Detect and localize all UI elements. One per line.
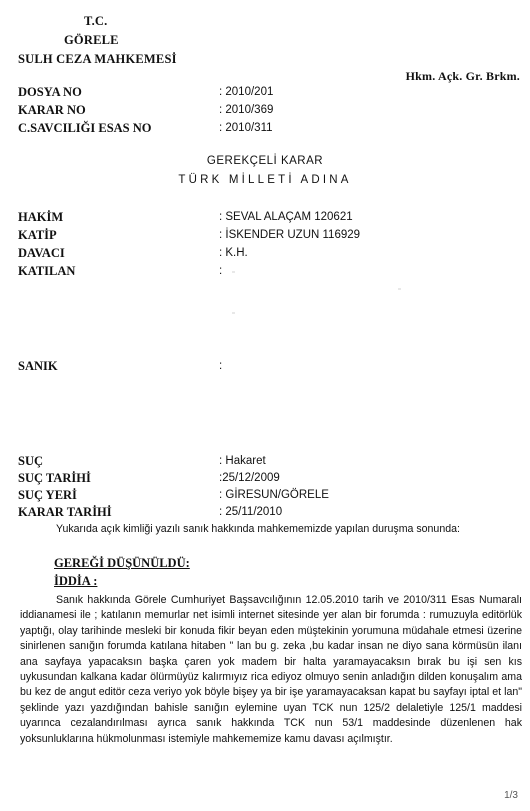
crime-label: SUÇ YERİ: [18, 488, 77, 502]
case-label: C.SAVCILIĞI ESAS NO: [18, 121, 152, 135]
section-heading-claim: İDDİA :: [54, 574, 98, 588]
redaction-mark: [232, 312, 235, 314]
case-label: DOSYA NO: [18, 85, 82, 99]
case-label: KARAR NO: [18, 103, 86, 117]
party-label: DAVACI: [18, 246, 65, 260]
crime-value: : 25/11/2010: [219, 506, 283, 518]
party-value: : SEVAL ALAÇAM 120621: [219, 211, 353, 223]
party-label: KATILAN: [18, 264, 76, 278]
party-label: KATİP: [18, 228, 57, 242]
section-heading-decision: GEREĞİ DÜŞÜNÜLDÜ:: [54, 556, 190, 570]
crime-value: : Hakaret: [219, 455, 266, 467]
intro-paragraph: Yukarıda açık kimliği yazılı sanık hakkında mahkememizde yapılan duruşma sonunda:: [56, 523, 460, 535]
case-value: : 2010/369: [219, 104, 274, 116]
crime-label: KARAR TARİHİ: [18, 505, 112, 519]
crime-value: : GİRESUN/GÖRELE: [219, 489, 329, 501]
party-label: HAKİM: [18, 210, 64, 224]
page-number: 1/3: [504, 790, 518, 801]
header-tc: T.C.: [84, 14, 108, 28]
redaction-mark: [398, 288, 401, 290]
accused-label: SANIK: [18, 359, 58, 373]
redaction-mark: [232, 271, 235, 273]
header-court: SULH CEZA MAHKEMESİ: [18, 52, 177, 66]
header-city: GÖRELE: [64, 33, 119, 47]
case-value: : 2010/201: [219, 86, 274, 98]
party-value: :: [219, 265, 223, 277]
crime-label: SUÇ TARİHİ: [18, 471, 91, 485]
title-line2: TÜRK MİLLETİ ADINA: [178, 174, 352, 186]
party-value: : K.H.: [219, 247, 248, 259]
title-line1: GEREKÇELİ KARAR: [206, 155, 324, 167]
party-value: : İSKENDER UZUN 116929: [219, 229, 361, 241]
crime-value: :25/12/2009: [219, 472, 280, 484]
crime-label: SUÇ: [18, 454, 44, 468]
header-code: Hkm. Açk. Gr. Brkm.: [405, 69, 520, 83]
accused-value: :: [219, 360, 223, 372]
case-value: : 2010/311: [219, 122, 273, 134]
claim-paragraph: Sanık hakkında Görele Cumhuriyet Başsavcılığının 12.05.2010 tarih ve 2010/311 Esas Numaralı iddianamesi ile ; katılanın memurlar net isimli internet sitesinde yer alan bir forumda : rumuzuyla editörlük yaptığı, olay tarihinde mesleki bir konuda fikir beyan eden müştekinin yorumuna müdahale etmesi üzerine sinirlenen sanığın forumda katılana hitaben " lan bu g. zeka ,bu kadar insan ne diyo sana körmüsün ilanı ana sayfaya yapacaksın başka çaren yok madem bir halta yaramayacaksın bırak bu işi sen kıs uykusundan kalkana kadar ölürmüyüz kalırmıyız rica ediyoz olmuyo senin anladığın dilden konuşalım ama bu kez de angut editör ceza veriyo yok böyle bişey ya bir işe yaramayacaksan kapat bu sayfayı iptal et lan" şeklinde yazı yazdığından bahisle sanığın eylemine uyan TCK nun 125/2 delaletiyle 125/1 maddesi uyarınca cezalandırılması ayrıca sanık hakkında TCK nun 53/1 maddesinde düzenlenen hak yoksunluklarına hükmolunması istemiyle mahkememize kamu davası açılmıştır.: [20, 594, 522, 745]
